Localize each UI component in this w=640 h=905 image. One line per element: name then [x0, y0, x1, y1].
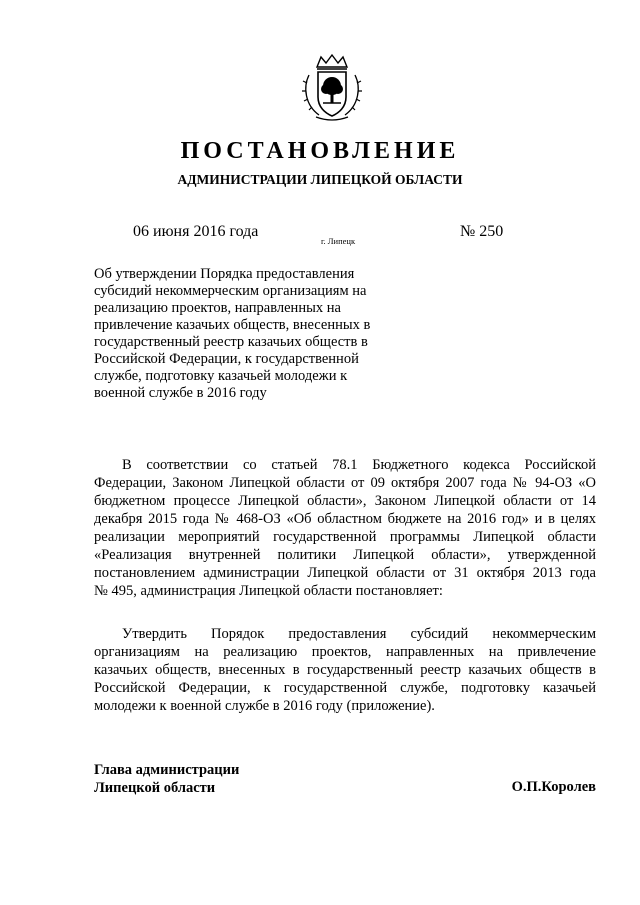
document-date: 06 июня 2016 года [133, 223, 259, 240]
paragraph-line: декабря 2015 года № 468-ОЗ «Об областном бюджете на 2016 год» и в целях [94, 511, 596, 527]
subject-line: Об утверждении Порядка предоставления [94, 266, 355, 282]
document-city: г. Липецк [321, 236, 356, 246]
signatory-position-line: Глава администрации [94, 762, 240, 778]
paragraph-line: молодежи к военной службе в 2016 году (приложение). [94, 698, 435, 714]
paragraph-line: организациям на реализацию проектов, направленных на привлечение [94, 644, 596, 660]
paragraph-line: реализации мероприятий государственной программы Липецкой области [94, 529, 596, 545]
coat-of-arms-icon [299, 53, 365, 123]
paragraph-line: Российской Федерации, к государственной службе, подготовку казачьей [94, 680, 596, 696]
subject-line: государственный реестр казачьих обществ в [94, 334, 368, 350]
subject-line: военной службе в 2016 году [94, 385, 267, 401]
signatory-position-line: Липецкой области [94, 780, 216, 796]
subject-line: реализацию проектов, направленных на [94, 300, 341, 316]
subject-line: субсидий некоммерческим организациям на [94, 283, 367, 299]
document-number: № 250 [460, 223, 504, 240]
signatory-position [94, 761, 239, 797]
subject-line: привлечение казачьих обществ, внесенных в [94, 317, 371, 333]
paragraph-line: бюджетном процессе Липецкой области», Законом Липецкой области от 14 [94, 493, 596, 509]
paragraph-line: постановлением администрации Липецкой области от 31 октября 2013 года [94, 565, 596, 581]
paragraph-line: В соответствии со статьей 78.1 Бюджетного кодекса Российской [122, 457, 596, 473]
document-subject [94, 266, 394, 402]
subject-line: службе, подготовку казачьей молодежи к [94, 368, 348, 384]
subject-line: Российской Федерации, к государственной [94, 351, 359, 367]
issuing-authority: АДМИНИСТРАЦИИ ЛИПЕЦКОЙ ОБЛАСТИ [177, 172, 463, 187]
paragraph-line: «Реализация внутренней политики Липецкой области», утвержденной [94, 547, 596, 563]
preamble-paragraph [94, 456, 596, 600]
signatory-name: О.П.Королев [511, 779, 596, 795]
paragraph-line: Утвердить Порядок предоставления субсидий некоммерческим [122, 626, 596, 642]
paragraph-line: казачьих обществ, внесенных в государственный реестр казачьих обществ в [94, 662, 596, 678]
paragraph-line: № 495, администрация Липецкой области постановляет: [94, 583, 443, 599]
resolution-paragraph [94, 625, 596, 715]
paragraph-line: Федерации, Законом Липецкой области от 09 октября 2007 года № 94-ОЗ «О [94, 475, 596, 491]
document-title: ПОСТАНОВЛЕНИЕ [180, 138, 460, 164]
